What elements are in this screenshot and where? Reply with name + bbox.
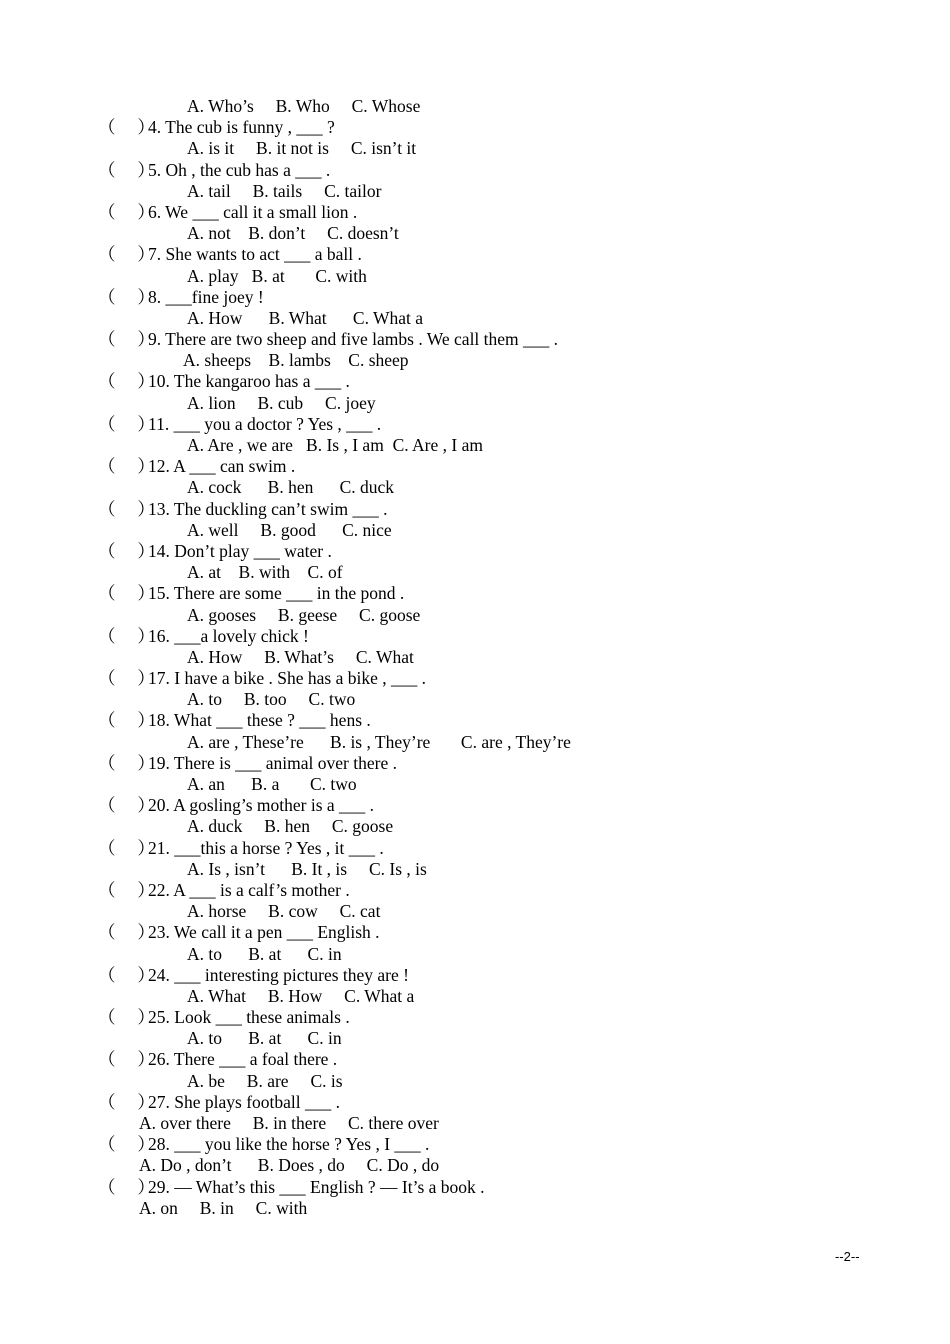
question-line (0, 1134, 950, 1155)
question-options: A. sheeps B. lambs C. sheep (183, 350, 409, 371)
answer-bracket[interactable]: （ ） (98, 159, 155, 180)
question-line (0, 965, 950, 986)
answer-bracket[interactable]: （ ） (98, 922, 155, 943)
question-line (0, 710, 950, 731)
answer-bracket[interactable]: （ ） (98, 1049, 155, 1070)
options-line (0, 1155, 950, 1176)
question-line (0, 456, 950, 477)
question-text: 15. There are some ___ in the pond . (148, 583, 405, 604)
answer-bracket[interactable]: （ ） (98, 837, 155, 858)
question-line (0, 541, 950, 562)
question-line (0, 753, 950, 774)
question-line (0, 838, 950, 859)
question-options: A. What B. How C. What a (187, 985, 415, 1006)
question-options: A. Is , isn’t B. It , is C. Is , is (187, 858, 427, 879)
question-text: 4. The cub is funny , ___ ? (148, 117, 335, 138)
question-line (0, 668, 950, 689)
question-line (0, 922, 950, 943)
question-text: 18. What ___ these ? ___ hens . (148, 710, 371, 731)
question-line (0, 414, 950, 435)
question-text: 16. ___a lovely chick ! (148, 625, 309, 646)
question-text: 5. Oh , the cub has a ___ . (148, 159, 331, 180)
question-options: A. at B. with C. of (187, 562, 343, 583)
question-options: A. Who’s B. Who C. Whose (187, 96, 421, 116)
answer-bracket[interactable]: （ ） (98, 752, 155, 773)
question-text: 14. Don’t play ___ water . (148, 540, 332, 561)
options-line (0, 689, 950, 710)
question-text: 13. The duckling can’t swim ___ . (148, 498, 388, 519)
answer-bracket[interactable]: （ ） (98, 286, 155, 307)
question-text: 10. The kangaroo has a ___ . (148, 371, 350, 392)
answer-bracket[interactable]: （ ） (98, 1176, 155, 1197)
options-line (0, 605, 950, 626)
answer-bracket[interactable]: （ ） (98, 1007, 155, 1028)
question-options: A. to B. at C. in (187, 943, 342, 964)
answer-bracket[interactable]: （ ） (98, 117, 155, 138)
question-text: 7. She wants to act ___ a ball . (148, 244, 362, 265)
question-text: 9. There are two sheep and five lambs . We call them ___ . (148, 329, 559, 350)
question-options: A. on B. in C. with (139, 1197, 308, 1218)
question-text: 17. I have a bike . She has a bike , ___ . (148, 668, 426, 689)
options-line (0, 308, 950, 329)
answer-bracket[interactable]: （ ） (98, 879, 155, 900)
options-line (0, 647, 950, 668)
answer-bracket[interactable]: （ ） (98, 583, 155, 604)
question-line (0, 1177, 950, 1198)
options-line (0, 774, 950, 795)
question-line (0, 626, 950, 647)
answer-bracket[interactable]: （ ） (98, 795, 155, 816)
question-text: 19. There is ___ animal over there . (148, 752, 397, 773)
answer-bracket[interactable]: （ ） (98, 413, 155, 434)
question-line (0, 244, 950, 265)
question-text: 11. ___ you a doctor ? Yes , ___ . (148, 413, 382, 434)
question-text: 23. We call it a pen ___ English . (148, 922, 380, 943)
answer-bracket[interactable]: （ ） (98, 456, 155, 477)
options-line (0, 350, 950, 371)
question-options: A. Do , don’t B. Does , do C. Do , do (139, 1155, 440, 1176)
answer-bracket[interactable]: （ ） (98, 244, 155, 265)
question-options: A. to B. too C. two (187, 689, 356, 710)
options-line (0, 1028, 950, 1049)
question-line (0, 583, 950, 604)
question-text: 20. A gosling’s mother is a ___ . (148, 795, 375, 816)
question-options: A. not B. don’t C. doesn’t (187, 223, 399, 244)
question-options: A. lion B. cub C. joey (187, 392, 376, 413)
question-text: 29. — What’s this ___ English ? — It’s a book . (148, 1176, 485, 1197)
options-line (0, 859, 950, 880)
question-text: 25. Look ___ these animals . (148, 1007, 350, 1028)
question-options: A. be B. are C. is (187, 1070, 343, 1091)
question-line (0, 795, 950, 816)
question-options: A. play B. at C. with (187, 265, 367, 286)
question-options: A. over there B. in there C. there over (139, 1113, 439, 1133)
question-options: A. is it B. it not is C. isn’t it (187, 138, 417, 159)
question-line (0, 160, 950, 181)
question-options: A. are , These’re B. is , They’re C. are , They’re (187, 731, 571, 752)
question-line (0, 202, 950, 223)
answer-bracket[interactable]: （ ） (98, 668, 155, 689)
question-options: A. well B. good C. nice (187, 519, 392, 540)
question-text: 12. A ___ can swim . (148, 456, 296, 477)
options-line (0, 901, 950, 922)
question-line (0, 371, 950, 392)
answer-bracket[interactable]: （ ） (98, 964, 155, 985)
question-text: 8. ___fine joey ! (148, 286, 264, 307)
question-options: A. cock B. hen C. duck (187, 477, 395, 498)
options-line (0, 266, 950, 287)
options-line (0, 1113, 950, 1134)
question-options: A. horse B. cow C. cat (187, 901, 381, 922)
options-line (0, 1198, 950, 1219)
question-text: 21. ___this a horse ? Yes , it ___ . (148, 837, 384, 858)
question-line (0, 329, 950, 350)
question-text: 6. We ___ call it a small lion . (148, 201, 358, 222)
options-line (0, 393, 950, 414)
answer-bracket[interactable]: （ ） (98, 540, 155, 561)
question-line (0, 287, 950, 308)
question-line (0, 1049, 950, 1070)
options-line (0, 520, 950, 541)
answer-bracket[interactable]: （ ） (98, 329, 155, 350)
question-text: 27. She plays football ___ . (148, 1091, 340, 1112)
question-line (0, 1007, 950, 1028)
question-options: A. How B. What C. What a (187, 307, 424, 328)
question-options: A. to B. at C. in (187, 1028, 342, 1049)
question-line (0, 1092, 950, 1113)
answer-bracket[interactable]: （ ） (98, 371, 155, 392)
question-text: 22. A ___ is a calf’s mother . (148, 879, 350, 900)
options-line (0, 1071, 950, 1092)
options-line (0, 435, 950, 456)
options-line (0, 223, 950, 244)
options-line (0, 732, 950, 753)
question-options: A. duck B. hen C. goose (187, 816, 394, 837)
answer-bracket[interactable]: （ ） (98, 710, 155, 731)
options-line (0, 562, 950, 583)
question-options: A. tail B. tails C. tailor (187, 180, 382, 201)
answer-bracket[interactable]: （ ） (98, 1134, 155, 1155)
answer-bracket[interactable]: （ ） (98, 625, 155, 646)
options-line (0, 944, 950, 965)
question-line (0, 880, 950, 901)
options-line (0, 181, 950, 202)
question-text: 24. ___ interesting pictures they are ! (148, 964, 409, 985)
options-line (0, 138, 950, 159)
question-options: A. an B. a C. two (187, 774, 357, 794)
answer-bracket[interactable]: （ ） (98, 1091, 155, 1112)
question-list (0, 96, 950, 1219)
options-line (0, 477, 950, 498)
question-line (0, 499, 950, 520)
question-text: 26. There ___ a foal there . (148, 1049, 338, 1070)
question-options: A. gooses B. geese C. goose (187, 604, 421, 625)
options-line (0, 96, 950, 117)
options-line (0, 816, 950, 837)
options-line (0, 986, 950, 1007)
question-options: A. Are , we are B. Is , I am C. Are , I am (187, 435, 483, 455)
question-line (0, 117, 950, 138)
question-text: 28. ___ you like the horse ? Yes , I ___ . (148, 1134, 430, 1155)
answer-bracket[interactable]: （ ） (98, 201, 155, 222)
answer-bracket[interactable]: （ ） (98, 498, 155, 519)
page-number: --2-- (835, 1249, 860, 1264)
question-options: A. How B. What’s C. What (187, 646, 414, 667)
